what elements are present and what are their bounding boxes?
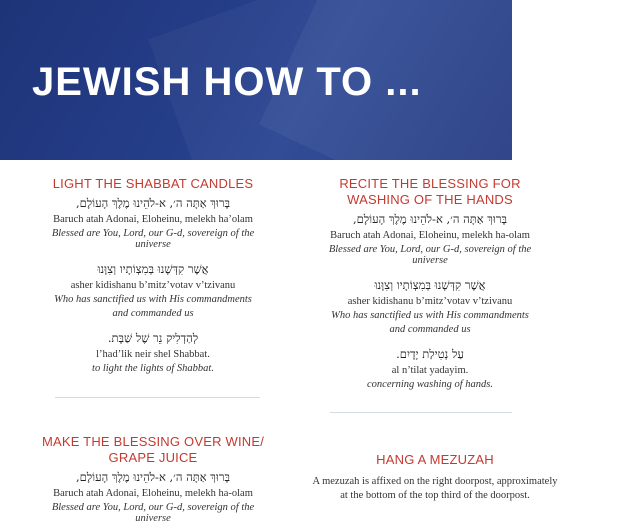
transliteration-line: l’had’lik neir shel Shabbat. bbox=[96, 349, 210, 360]
card-title bbox=[33, 434, 273, 466]
header-banner bbox=[0, 0, 512, 160]
translation-line: Blessed are You, Lord, our G-d, sovereign of the universe bbox=[51, 228, 255, 250]
divider bbox=[55, 397, 260, 398]
transliteration-line: asher kidishanu b’mitz’votav v’tzivanu bbox=[347, 296, 513, 307]
card-hang-mezuzah bbox=[310, 452, 560, 504]
transliteration-line: Baruch atah Adonai, Eloheinu, melekh ha-olam bbox=[330, 230, 530, 241]
divider bbox=[330, 412, 512, 413]
hebrew-line: בָּרוּךְ אַתָּה ה׳, א-לֹהֵינוּ מֶלֶךְ הָעוֹלָם, bbox=[75, 470, 231, 484]
card-title-line: MAKE THE BLESSING OVER WINE/ bbox=[41, 434, 265, 449]
card-title: HANG A MEZUZAH bbox=[376, 452, 494, 467]
card-title: LIGHT THE SHABBAT CANDLES bbox=[52, 176, 254, 191]
card-title-line: RECITE THE BLESSING FOR bbox=[339, 176, 521, 191]
translation-line: and commanded us bbox=[112, 308, 194, 319]
hebrew-line: בָּרוּךְ אַתָּה ה׳, א-לֹהֵינוּ מֶלֶךְ הָעוֹלָם, bbox=[352, 212, 508, 226]
card-light-candles bbox=[33, 176, 273, 377]
translation-line: and commanded us bbox=[389, 324, 471, 335]
translation-line: concerning washing of hands. bbox=[367, 379, 493, 390]
card-washing-hands bbox=[310, 176, 550, 393]
body-line: A mezuzah is affixed on the right doorpost, approximately bbox=[312, 476, 558, 487]
translation-line: to light the lights of Shabbat. bbox=[92, 363, 214, 374]
card-title-line: WASHING OF THE HANDS bbox=[347, 192, 513, 207]
translation-line: Who has sanctified us with His commandments bbox=[331, 310, 529, 321]
page-title: JEWISH HOW TO ... bbox=[32, 60, 422, 104]
hebrew-line: עַל נְטִילַת יָדָיִם. bbox=[396, 347, 464, 361]
transliteration-line: asher kidishanu b’mitz’votav v’tzivanu bbox=[70, 280, 236, 291]
transliteration-line: al n’tilat yadayim. bbox=[391, 365, 469, 376]
body-line: at the bottom of the top third of the doorpost. bbox=[340, 490, 530, 501]
hebrew-line: אֲשֶׁר קִדְּשָׁנוּ בְּמִצְוֹתָיו וְצִוָּנוּ bbox=[374, 278, 486, 292]
card-title-line: GRAPE JUICE bbox=[108, 450, 198, 465]
translation-line: Blessed are You, Lord, our G-d, sovereign of the universe bbox=[51, 502, 255, 524]
transliteration-line: Baruch atah Adonai, Eloheinu, melekh ha’olam bbox=[53, 214, 253, 225]
translation-line: Who has sanctified us with His commandments bbox=[54, 294, 252, 305]
card-title bbox=[310, 176, 550, 208]
hebrew-line: לְהַדְלִיק נֵר שֶׁל שַׁבָּת. bbox=[107, 331, 199, 345]
hebrew-line: אֲשֶׁר קִדְּשָׁנוּ בְּמִצְוֹתָיו וְצִוָּנוּ bbox=[97, 262, 209, 276]
hebrew-line: בָּרוּךְ אַתָּה ה׳, א-לֹהֵינוּ מֶלֶךְ הָעוֹלָם, bbox=[75, 196, 231, 210]
translation-line: Blessed are You, Lord, our G-d, sovereign of the universe bbox=[328, 244, 532, 266]
card-wine-blessing bbox=[33, 434, 273, 527]
transliteration-line: Baruch atah Adonai, Eloheinu, melekh ha-olam bbox=[53, 488, 253, 499]
